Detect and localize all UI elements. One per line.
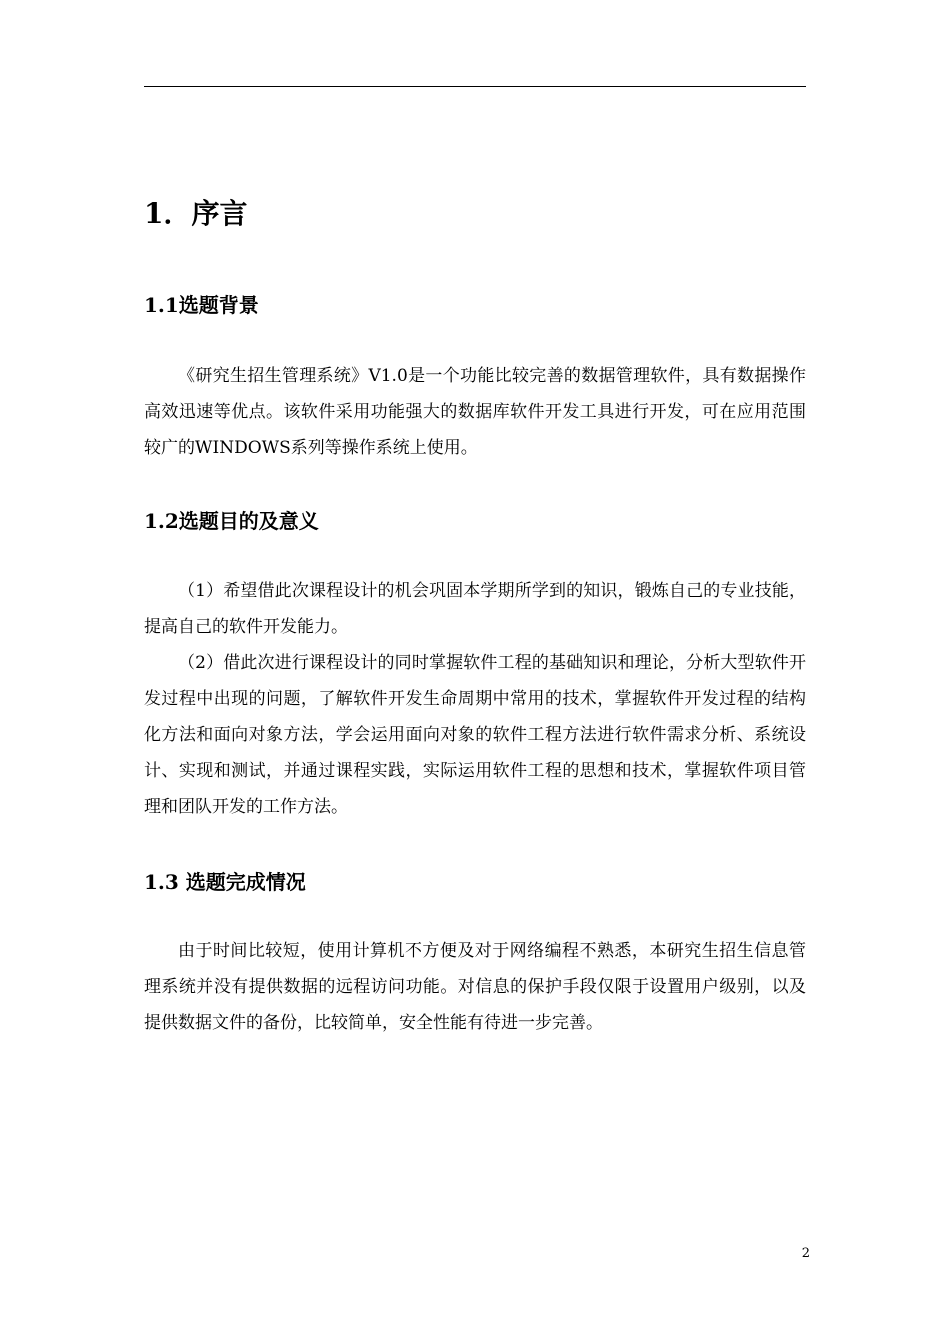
paragraph-completion: 由于时间比较短，使用计算机不方便及对于网络编程不熟悉，本研究生招生信息管理系统并没有提供数据的远程访问功能。对信息的保护手段仅限于设置用户级别，以及提供数据文件的备份，比较简单，安全性能有待进一步完善。 xyxy=(144,941,806,1033)
paragraph-background: 《研究生招生管理系统》V1.0是一个功能比较完善的数据管理软件，具有数据操作高效迅速等优点。该软件采用功能强大的数据库软件开发工具进行开发，可在应用范围较广的WINDOWS系列等操作系统上使用。 xyxy=(144,366,806,458)
header-rule xyxy=(144,86,806,87)
chapter-heading: 1．序言 xyxy=(144,197,248,230)
section-heading-background: 1.1选题背景 xyxy=(144,293,259,317)
page-number: 2 xyxy=(801,1246,810,1261)
section-heading-completion: 1.3 选题完成情况 xyxy=(144,870,306,894)
paragraph-purpose-2: （2）借此次进行课程设计的同时掌握软件工程的基础知识和理论，分析大型软件开发过程中出现的问题，了解软件开发生命周期中常用的技术，掌握软件开发过程的结构化方法和面向对象方法，学会运用面向对象的软件工程方法进行软件需求分析、系统设计、实现和测试，并通过课程实践，实际运用软件工程的思想和技术，掌握软件项目管理和团队开发的工作方法。 xyxy=(144,653,806,817)
paragraph-purpose-1: （1）希望借此次课程设计的机会巩固本学期所学到的知识，锻炼自己的专业技能，提高自己的软件开发能力。 xyxy=(144,581,806,637)
section-heading-purpose: 1.2选题目的及意义 xyxy=(144,509,319,533)
